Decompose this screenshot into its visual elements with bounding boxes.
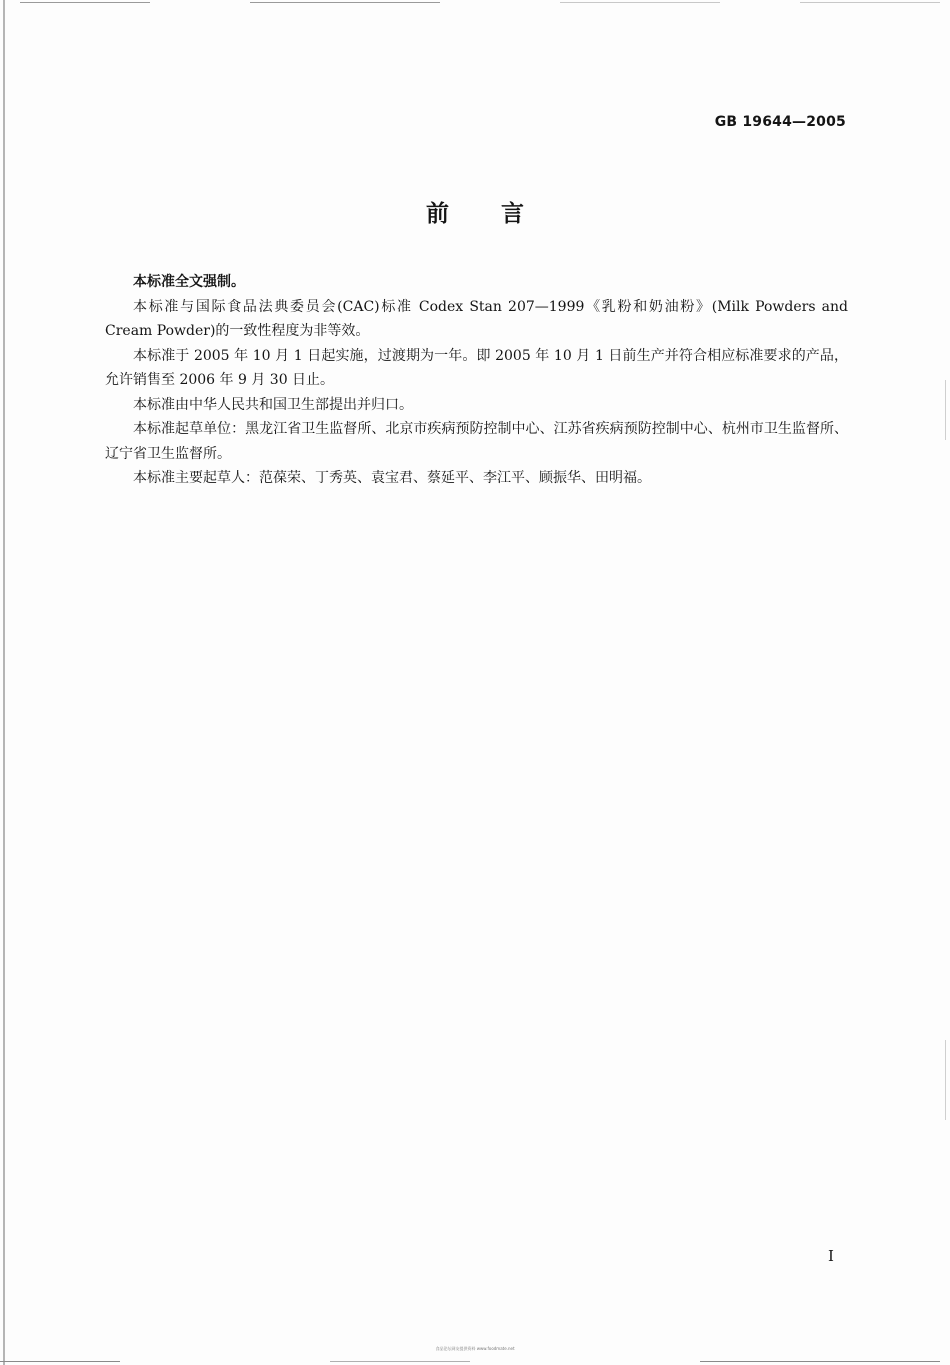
scan-edge-bottom bbox=[330, 1361, 470, 1362]
scan-edge-right bbox=[945, 380, 946, 440]
scan-edge-top bbox=[20, 2, 150, 3]
paragraph-drafters: 本标准主要起草人：范葆荣、丁秀英、袁宝君、蔡延平、李江平、顾振华、田明福。 bbox=[133, 470, 651, 486]
scan-edge-bottom bbox=[0, 1361, 120, 1362]
scan-edge-right bbox=[945, 1040, 946, 1120]
paragraph-implementation: 本标准于 2005 年 10 月 1 日起实施，过渡期为一年。即 2005 年 10 月 1 日前生产并符合相应标准要求的产品，允许销售至 2006 年 9 月 30 日止。 bbox=[105, 347, 848, 388]
paragraph-equivalence: 本标准与国际食品法典委员会(CAC)标准 Codex Stan 207—1999《乳粉和奶油粉》(Milk Powders and Cream Powder)的一致性程度为非等效。 bbox=[105, 298, 848, 339]
footer-note: 食品论坛网友提供资料 www.foodmate.net bbox=[435, 1346, 515, 1351]
page-number: I bbox=[828, 1247, 834, 1265]
paragraph-proposer: 本标准由中华人民共和国卫生部提出并归口。 bbox=[133, 396, 413, 413]
scan-edge-bottom bbox=[700, 1361, 940, 1362]
paragraph-drafting-units: 本标准起草单位：黑龙江省卫生监督所、北京市疾病预防控制中心、江苏省疾病预防控制中心、杭州市卫生监督所、辽宁省卫生监督所。 bbox=[105, 421, 848, 462]
page-title: 前言 bbox=[426, 201, 576, 227]
scan-edge-top bbox=[250, 2, 440, 3]
scan-edge-top bbox=[560, 2, 720, 3]
scan-edge-top bbox=[800, 2, 940, 3]
standard-number: GB 19644—2005 bbox=[714, 114, 846, 130]
paragraph-mandatory: 本标准全文强制。 bbox=[133, 274, 245, 290]
foreword-body bbox=[105, 270, 848, 491]
